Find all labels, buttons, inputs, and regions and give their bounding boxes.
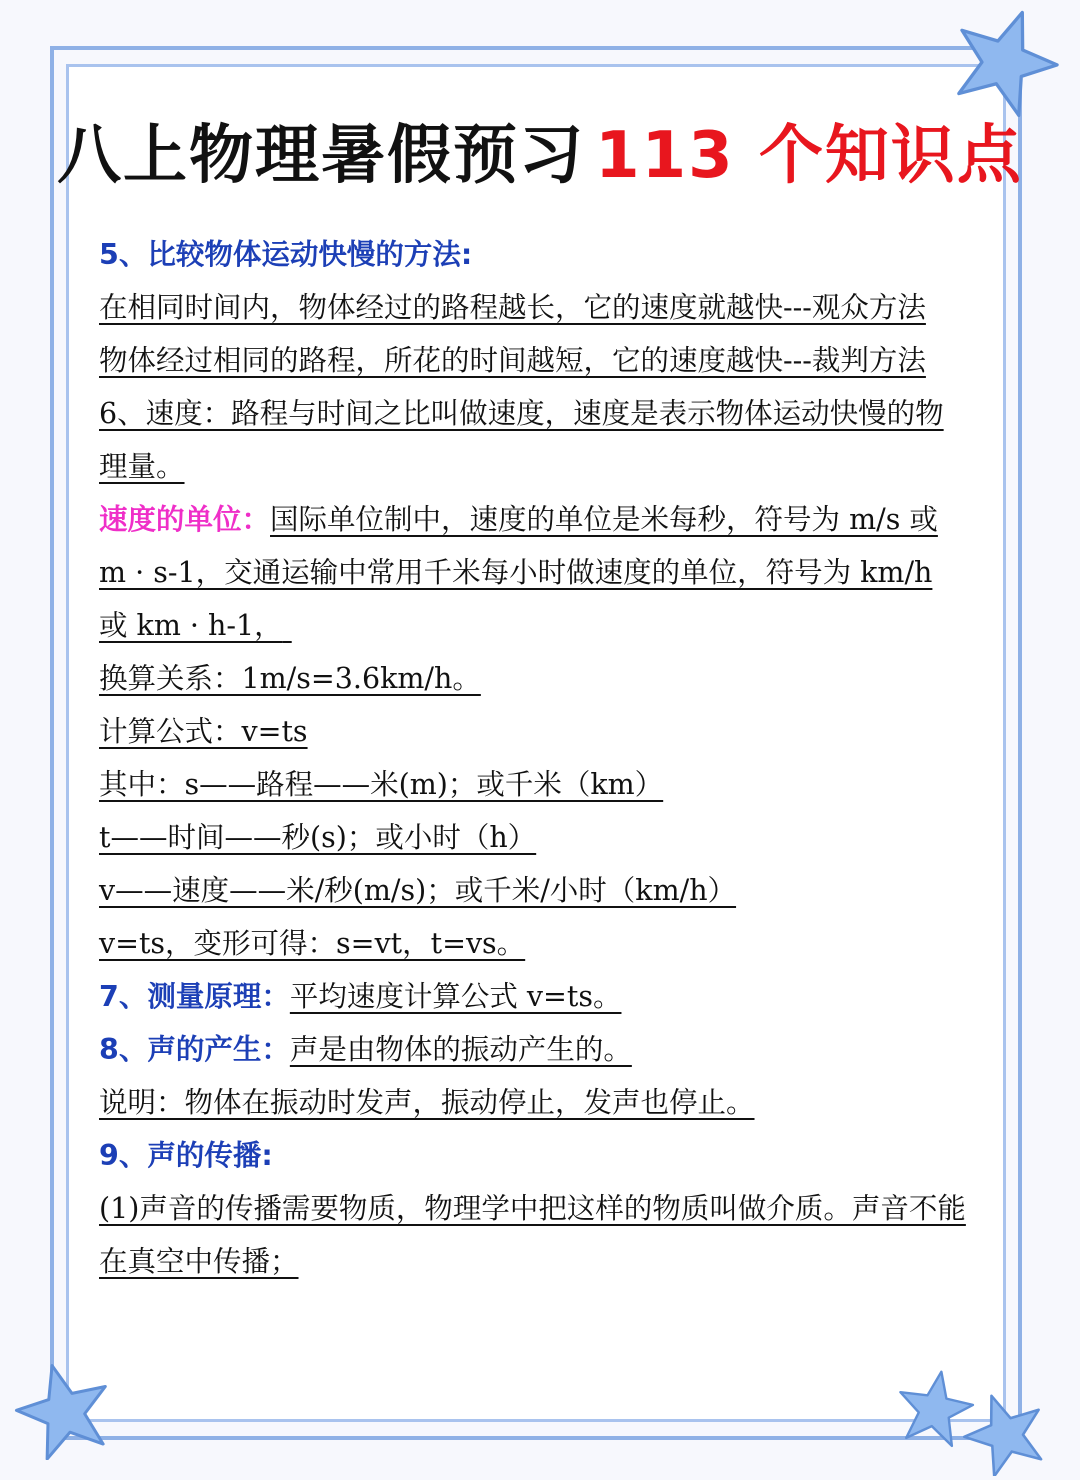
body-text: 在相同时间内，物体经过的路程越长，它的速度就越快---观众方法 (99, 291, 926, 324)
body-text: 计算公式：v=ts (99, 715, 308, 748)
text-line (99, 1235, 994, 1288)
body-text: 换算关系：1m/s=3.6km/h。 (99, 662, 481, 695)
body-text: v——速度——米/秒(m/s)；或千米/小时（km/h） (99, 874, 737, 907)
body-text: 理量。 (99, 450, 185, 483)
body-text: 其中：s——路程——米(m)；或千米（km） (99, 768, 664, 801)
text-line (99, 334, 994, 387)
text-line (99, 440, 994, 493)
page-title (0, 104, 1080, 196)
body-text: 声是由物体的振动产生的。 (289, 1033, 632, 1066)
body-text: v=ts，变形可得：s=vt，t=vs。 (99, 927, 526, 960)
body-text: 平均速度计算公式 v=ts。 (289, 980, 622, 1013)
document-body (99, 228, 994, 1288)
text-line (99, 1023, 994, 1076)
text-line (99, 1182, 994, 1235)
text-line (99, 652, 994, 705)
title-main: 八上物理暑假预习 (57, 119, 586, 193)
text-line (99, 970, 994, 1023)
star-icon (960, 1390, 1050, 1476)
star-icon (950, 0, 1060, 120)
section-heading: 5、比较物体运动快慢的方法: (99, 238, 473, 271)
body-text: 说明：物体在振动时发声，振动停止，发声也停止。 (99, 1086, 755, 1119)
body-text: m · s-1，交通运输中常用千米每小时做速度的单位，符号为 km/h (99, 556, 933, 589)
text-line (99, 917, 994, 970)
text-line (99, 546, 994, 599)
body-text: (1)声音的传播需要物质，物理学中把这样的物质叫做介质。声音不能 (99, 1192, 966, 1225)
text-line (99, 705, 994, 758)
body-text: 在真空中传播； (99, 1245, 299, 1278)
section-heading: 7、测量原理： (99, 980, 290, 1013)
body-text: 或 km · h-1， (99, 609, 283, 642)
text-line (99, 1129, 994, 1182)
text-line (99, 493, 994, 546)
section-heading: 9、声的传播: (99, 1139, 273, 1172)
body-text: 6、速度：路程与时间之比叫做速度，速度是表示物体运动快慢的物 (99, 397, 944, 430)
text-line (99, 599, 994, 652)
text-line (99, 758, 994, 811)
text-line (99, 281, 994, 334)
section-heading: 8、声的产生： (99, 1033, 290, 1066)
text-line (99, 864, 994, 917)
title-highlight: 113 个知识点 (595, 119, 1023, 193)
star-icon (14, 1360, 114, 1460)
body-text: 国际单位制中，速度的单位是米每秒，符号为 m/s 或 (270, 503, 938, 536)
text-line (99, 1076, 994, 1129)
text-line (99, 811, 994, 864)
section-heading: 速度的单位： (99, 503, 271, 536)
body-text: t——时间——秒(s)；或小时（h） (99, 821, 537, 854)
body-text: 物体经过相同的路程，所花的时间越短，它的速度越快---裁判方法 (99, 344, 926, 377)
text-line (99, 228, 994, 281)
text-line (99, 387, 994, 440)
